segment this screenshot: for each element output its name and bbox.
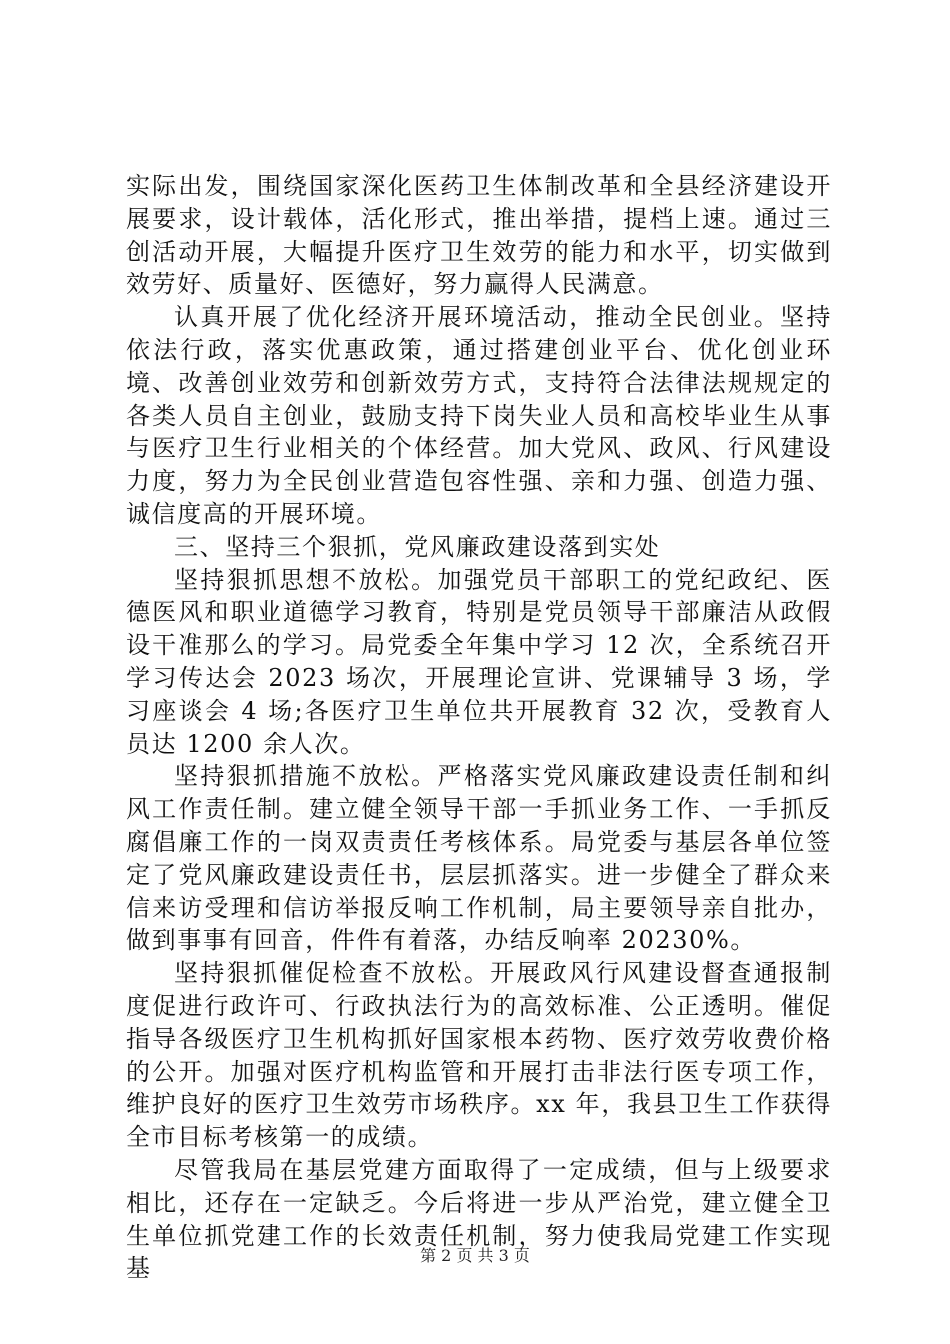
paragraph-inspection: 坚持狠抓催促检查不放松。开展政风行风建设督查通报制度促进行政许可、行政执法行为的高效标准、公正透明。催促指导各级医疗卫生机构抓好国家根本药物、医疗效劳收费价格的公开。加强对医疗机构监管和开展打击非法行医专项工作，维护良好的医疗卫生效劳市场秩序。xx 年，我县卫生工作获得全市目标考核第一的成绩。: [126, 959, 832, 1152]
paragraph-business-environment: 认真开展了优化经济开展环境活动，推动全民创业。坚持依法行政，落实优惠政策，通过搭建创业平台、优化创业环境、改善创业效劳和创新效劳方式，支持符合法律法规规定的各类人员自主创业，鼓励支持下岗失业人员和高校毕业生从事与医疗卫生行业相关的个体经营。加大党风、政风、行风建设力度，努力为全民创业营造包容性强、亲和力强、创造力强、诚信度高的开展环境。: [126, 303, 832, 528]
paragraph-measures: 坚持狠抓措施不放松。严格落实党风廉政建设责任制和纠风工作责任制。建立健全领导干部一手抓业务工作、一手抓反腐倡廉工作的一岗双责责任考核体系。局党委与基层各单位签定了党风廉政建设责任书，层层抓落实。进一步健全了群众来信来访受理和信访举报反响工作机制，局主要领导亲自批办，做到事事有回音，件件有着落，办结反响率 20230%。: [126, 762, 832, 955]
paragraph-continuation: 实际出发，围绕国家深化医药卫生体制改革和全县经济建设开展要求，设计载体，活化形式，推出举措，提档上速。通过三创活动开展，大幅提升医疗卫生效劳的能力和水平，切实做到效劳好、质量好、医德好，努力赢得人民满意。: [126, 172, 832, 299]
paragraph-ideology: 坚持狠抓思想不放松。加强党员干部职工的党纪政纪、医德医风和职业道德学习教育，特别是党员领导干部廉洁从政假设干准那么的学习。局党委全年集中学习 12 次，全系统召开学习传达会 2023 场次，开展理论宣讲、党课辅导 3 场，学习座谈会 4 场;各医疗卫生单位共开展教育 32 次，受教育人员达 1200 余人次。: [126, 565, 832, 758]
paragraph-shortcomings: 尽管我局在基层党建方面取得了一定成绩，但与上级要求相比，还存在一定缺乏。今后将进一步从严治党，建立健全卫生单位抓党建工作的长效责任机制，努力使我局党建工作实现基: [126, 1155, 832, 1283]
page-number-footer: 第 2 页 共 3 页: [420, 1246, 530, 1265]
section-heading-three: 三、坚持三个狠抓，党风廉政建设落到实处: [174, 532, 661, 561]
document-body: [126, 170, 832, 1285]
